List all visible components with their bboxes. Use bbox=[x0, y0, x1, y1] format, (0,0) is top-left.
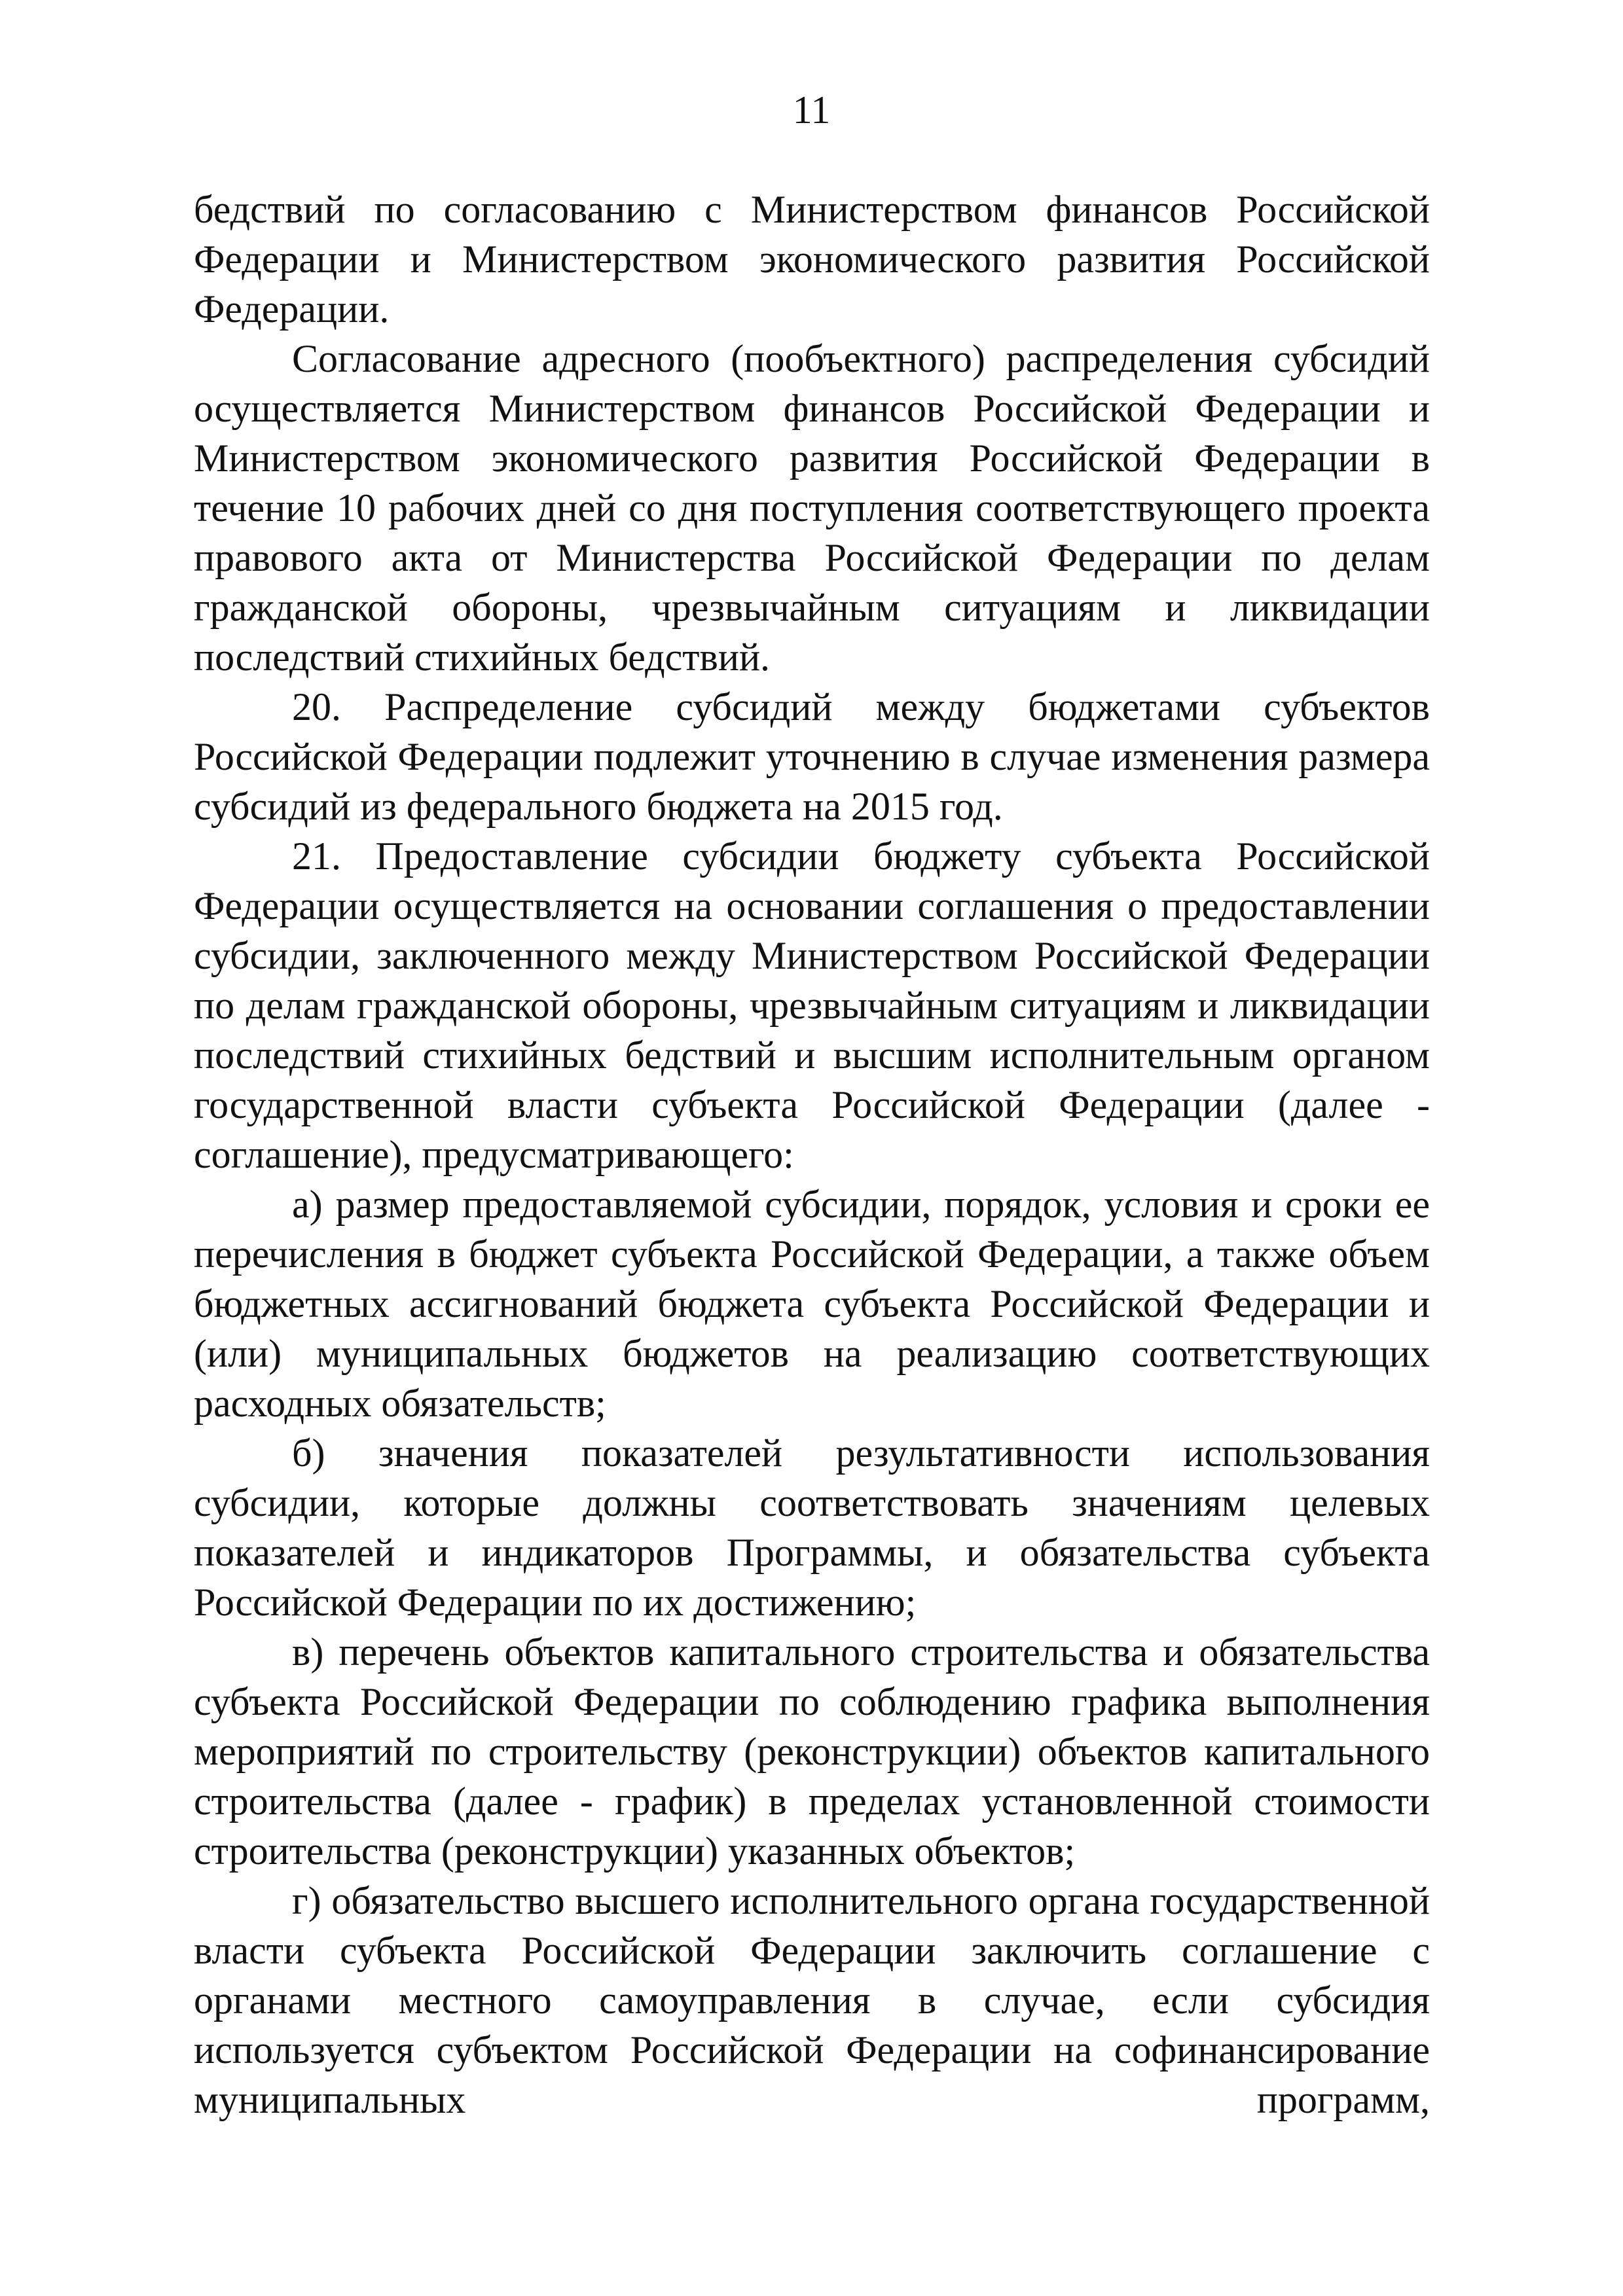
paragraph-continuation: бедствий по согласованию с Министерством финансов Российской Федерации и Министерством экономического развития Российской Федерации. bbox=[194, 188, 1430, 331]
document-body bbox=[194, 185, 1430, 2125]
paragraph-approval: Согласование адресного (пообъектного) распределения субсидий осуществляется Министерством финансов Российской Федерации и Министерством экономического развития Российской Федерации в течение 10 рабочих дней со дня поступления соответствующего проекта правового акта от Министерства Российской Федерации по делам гражданской обороны, чрезвычайным ситуациям и ликвидации последствий стихийных бедствий. bbox=[194, 337, 1430, 679]
paragraph-subitem-a: а) размер предоставляемой субсидии, порядок, условия и сроки ее перечисления в бюджет субъекта Российской Федерации, а также объем бюджетных ассигнований бюджета субъекта Российской Федерации и (или) муниципальных бюджетов на реализацию соответствующих расходных обязательств; bbox=[194, 1183, 1430, 1425]
paragraph-subitem-v: в) перечень объектов капитального строительства и обязательства субъекта Российской Федерации по соблюдению графика выполнения мероприятий по строительству (реконструкции) объектов капитального строительства (далее - график) в пределах установленной стоимости строительства (реконструкции) указанных объектов; bbox=[194, 1630, 1430, 1873]
paragraph-item-20: 20. Распределение субсидий между бюджетами субъектов Российской Федерации подлежит уточнению в случае изменения размера субсидий из федерального бюджета на 2015 год. bbox=[194, 685, 1430, 828]
paragraph-item-21: 21. Предоставление субсидии бюджету субъекта Российской Федерации осуществляется на основании соглашения о предоставлении субсидии, заключенного между Министерством Российской Федерации по делам гражданской обороны, чрезвычайным ситуациям и ликвидации последствий стихийных бедствий и высшим исполнительным органом государственной власти субъекта Российской Федерации (далее - соглашение), предусматривающего: bbox=[194, 834, 1430, 1176]
paragraph-subitem-b: б) значения показателей результативности использования субсидии, которые должны соответствовать значениям целевых показателей и индикаторов Программы, и обязательства субъекта Российской Федерации по их достижению; bbox=[194, 1431, 1430, 1624]
page-number: 11 bbox=[792, 88, 831, 132]
paragraph-subitem-g: г) обязательство высшего исполнительного органа государственной власти субъекта Российской Федерации заключить соглашение с органами местного самоуправления в случае, если субсидия используется субъектом Российской Федерации на софинансирование муниципальных программ, bbox=[194, 1879, 1430, 2121]
